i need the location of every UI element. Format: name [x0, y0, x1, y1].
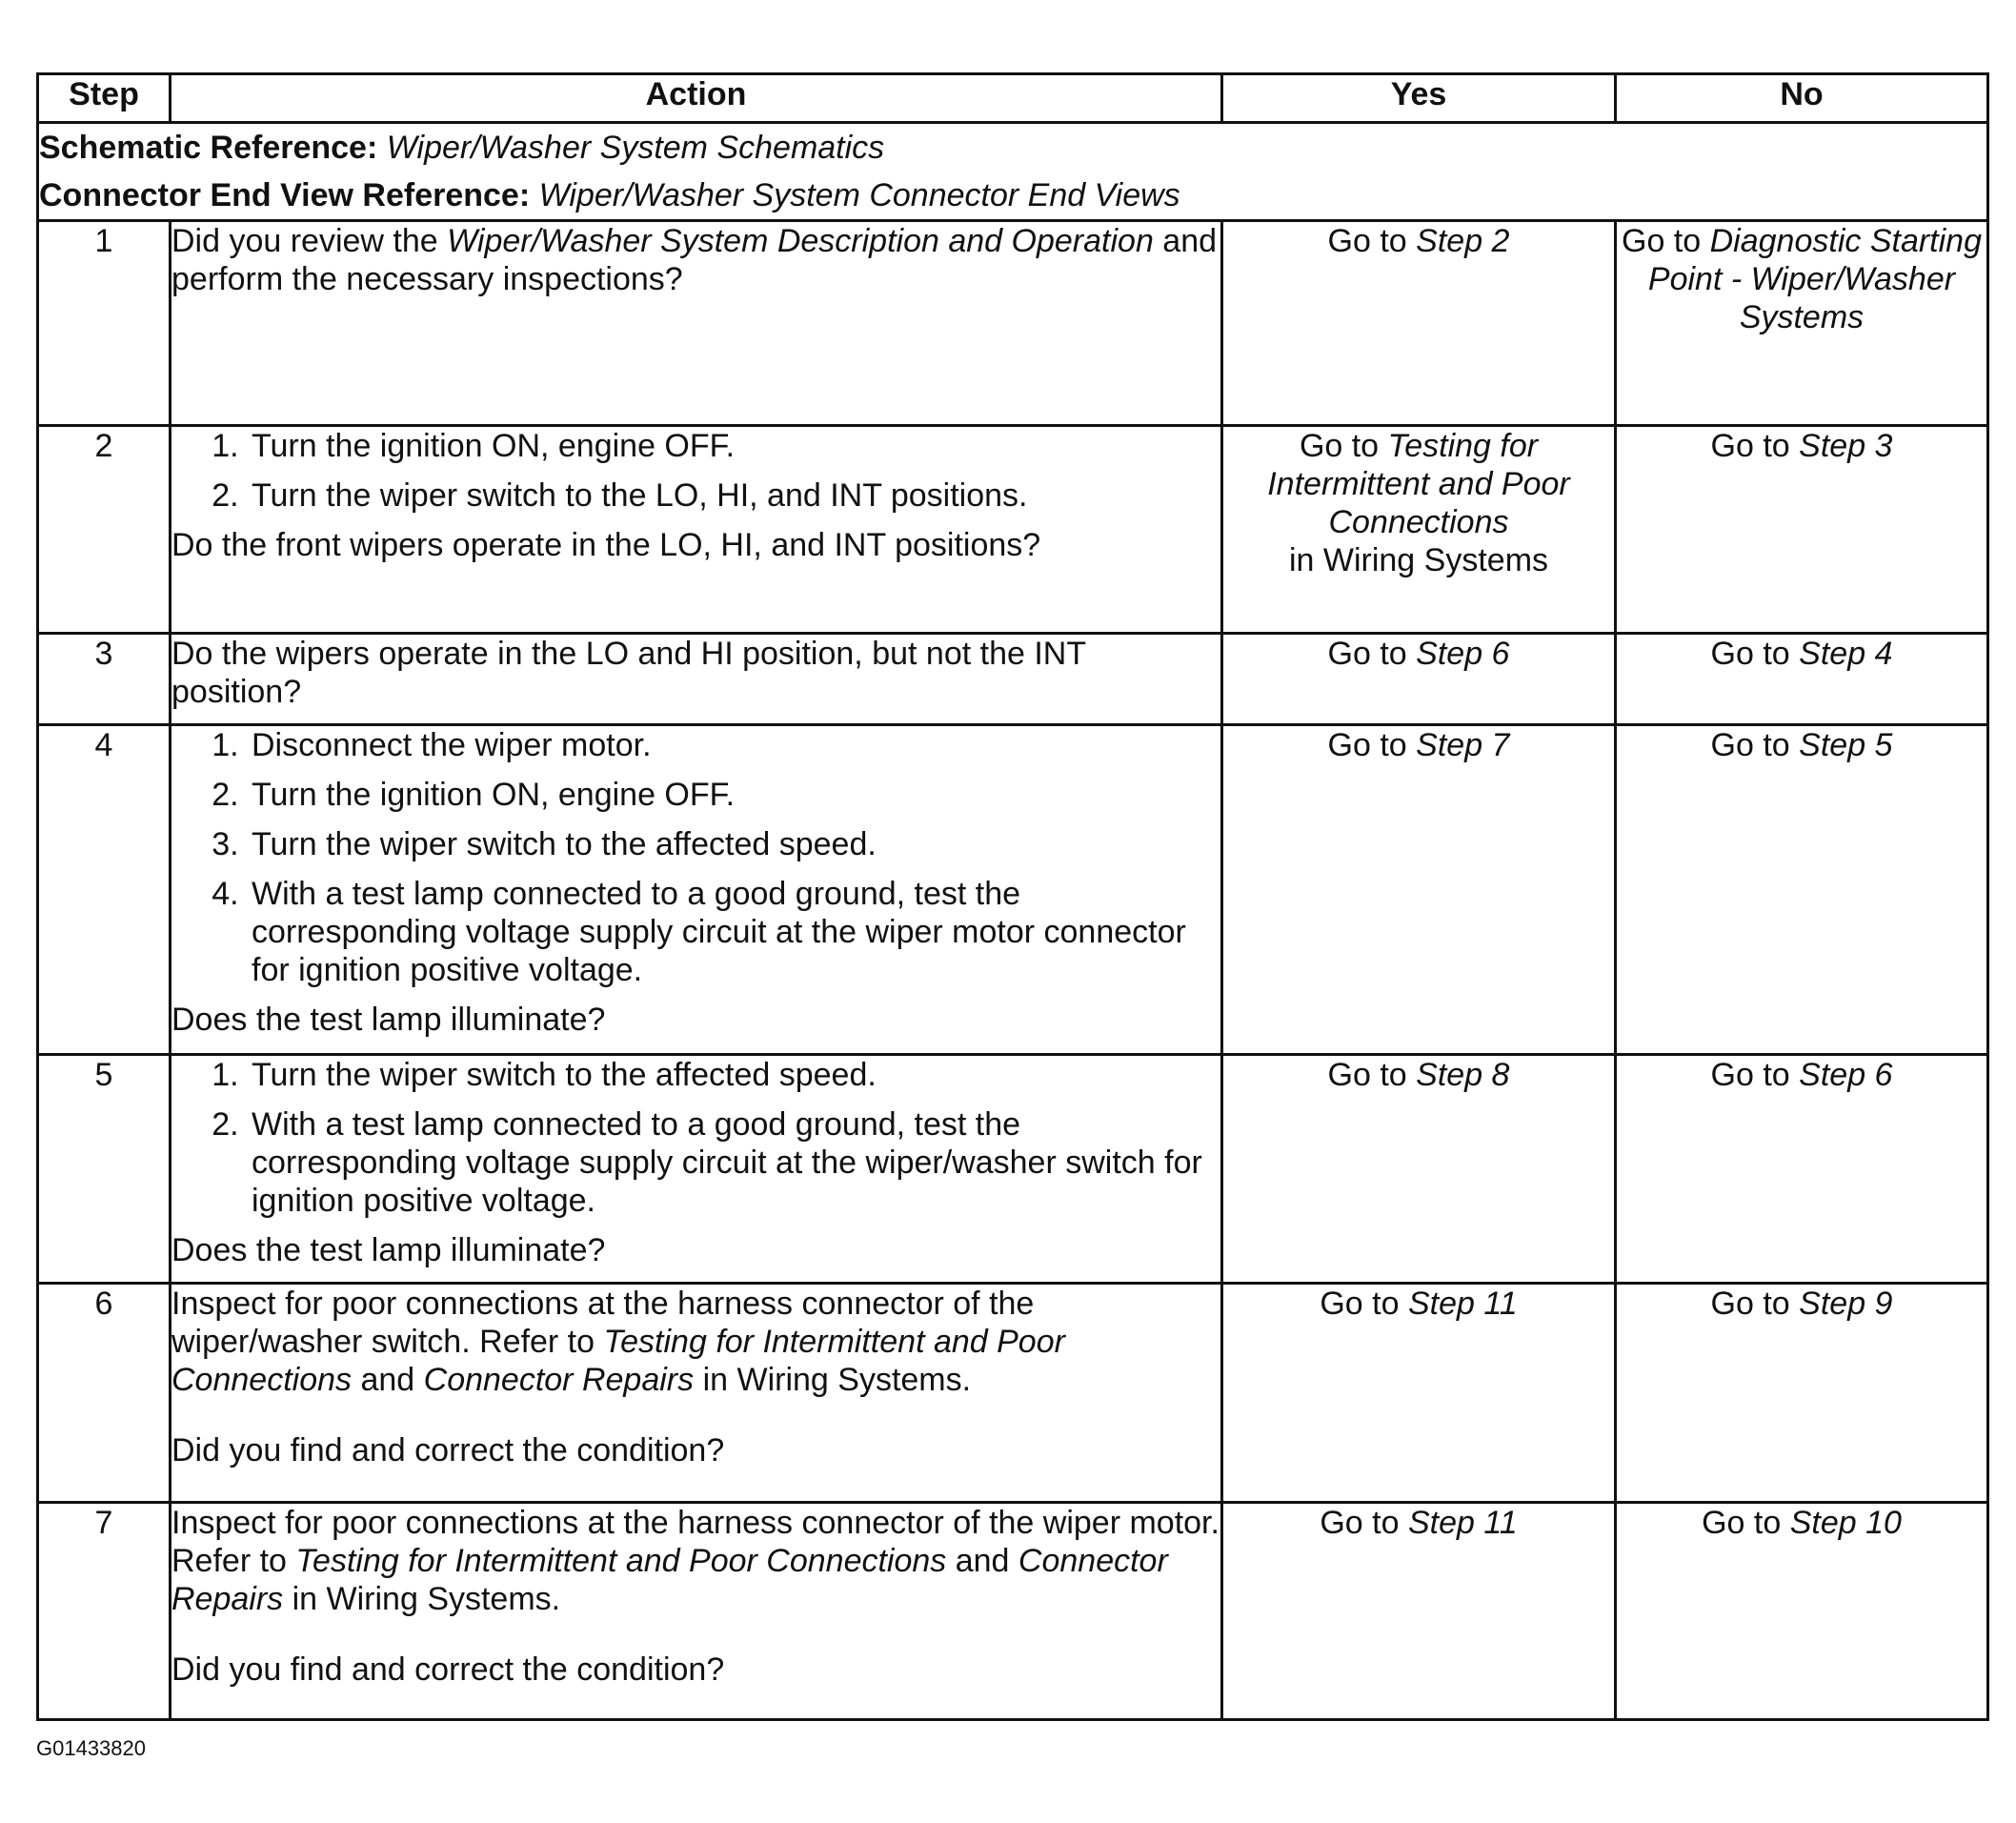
go-to-label: Go to [1702, 1505, 1782, 1541]
action-step: 2. Turn the wiper switch to the LO, HI, and INT positions. [248, 476, 1220, 515]
action-instruction [171, 1285, 1220, 1399]
action-instruction [171, 1504, 1220, 1618]
step-row-7 [38, 1503, 1988, 1720]
go-to-label: Go to [1327, 1057, 1407, 1093]
no-target-link[interactable]: Step 5 [1799, 727, 1893, 763]
action-steps [171, 1056, 1220, 1220]
action-step: 1. Turn the wiper switch to the affected speed. [248, 1056, 1220, 1094]
no-target-link[interactable]: Step 4 [1799, 636, 1893, 672]
no-target-link[interactable]: Diagnostic Starting Point - Wiper/Washer Systems [1647, 223, 1982, 335]
action-question: Did you find and correct the condition? [171, 1651, 725, 1688]
yes-target-link[interactable]: Step 7 [1416, 727, 1510, 763]
no-cell [1616, 1284, 1988, 1503]
no-cell [1616, 426, 1988, 634]
yes-target-link[interactable]: Step 8 [1416, 1057, 1510, 1093]
header-action: Action [171, 74, 1222, 123]
action-question: Does the test lamp illuminate? [171, 1232, 606, 1268]
go-to-label: Go to [1710, 636, 1790, 672]
step-number: 5 [38, 1055, 171, 1284]
no-cell [1616, 221, 1988, 426]
go-to-label: Go to [1299, 428, 1380, 464]
step-row-3 [38, 634, 1988, 725]
connector-reference-link[interactable]: Wiper/Washer System Connector End Views [538, 177, 1180, 213]
action-cell [171, 1055, 1222, 1284]
header-no: No [1616, 74, 1988, 123]
header-row [38, 74, 1988, 123]
action-question [171, 222, 1220, 298]
action-cell [171, 426, 1222, 634]
figure-id: G01433820 [36, 1736, 146, 1760]
yes-cell [1222, 426, 1616, 634]
question-text: and perform the necessary inspections? [171, 223, 1218, 297]
action-cell [171, 725, 1222, 1055]
instruction-text: and [352, 1362, 424, 1398]
schematic-reference [39, 124, 1986, 172]
header-step: Step [38, 74, 171, 123]
yes-target-link[interactable]: Step 11 [1407, 1505, 1518, 1541]
connector-reference [39, 172, 1986, 219]
go-to-label: Go to [1622, 223, 1702, 259]
question-text: Did you review the [171, 223, 448, 259]
step-number: 3 [38, 634, 171, 725]
schematic-reference-link[interactable]: Wiper/Washer System Schematics [386, 130, 885, 166]
no-cell [1616, 634, 1988, 725]
no-cell [1616, 1503, 1988, 1720]
action-question: Do the front wipers operate in the LO, HI, and INT positions? [171, 527, 1041, 563]
yes-target-link[interactable]: Step 6 [1416, 636, 1510, 672]
step-number: 6 [38, 1284, 171, 1503]
yes-target-link[interactable]: Step 2 [1416, 223, 1510, 259]
action-steps [171, 427, 1220, 515]
no-cell [1616, 725, 1988, 1055]
go-to-label: Go to [1320, 1286, 1400, 1322]
step-number: 1 [38, 221, 171, 426]
step-number: 2 [38, 426, 171, 634]
no-target-link[interactable]: Step 3 [1799, 428, 1893, 464]
action-step: 3. Turn the wiper switch to the affected speed. [248, 825, 1220, 863]
reference-row [38, 123, 1988, 221]
step-row-4 [38, 725, 1988, 1055]
go-to-label: Go to [1710, 1286, 1790, 1322]
yes-target-link[interactable]: Step 11 [1407, 1286, 1518, 1322]
instruction-text: in Wiring Systems. [694, 1362, 972, 1398]
action-steps [171, 726, 1220, 989]
connector-reference-label: Connector End View Reference: [39, 177, 531, 213]
step-number: 4 [38, 725, 171, 1055]
header-yes: Yes [1222, 74, 1616, 123]
action-step: 2. Turn the ignition ON, engine OFF. [248, 776, 1220, 814]
go-to-label: Go to [1710, 727, 1790, 763]
testing-link[interactable]: Testing for Intermittent and Poor Connections [171, 1324, 1065, 1398]
step-row-6 [38, 1284, 1988, 1503]
go-to-label: Go to [1320, 1505, 1400, 1541]
step-number: 7 [38, 1503, 171, 1720]
step-row-5 [38, 1055, 1988, 1284]
yes-cell [1222, 1055, 1616, 1284]
go-to-label: Go to [1327, 636, 1407, 672]
yes-cell [1222, 1503, 1616, 1720]
repairs-link[interactable]: Connector Repairs [171, 1543, 1168, 1617]
yes-target-suffix: in Wiring Systems [1288, 542, 1549, 578]
yes-cell [1222, 1284, 1616, 1503]
no-target-link[interactable]: Step 9 [1799, 1286, 1893, 1322]
no-target-link[interactable]: Step 6 [1799, 1057, 1893, 1093]
no-cell [1616, 1055, 1988, 1284]
instruction-text: Inspect for poor connections at the harness connector of the wiper/washer switch. Refer to [171, 1286, 1035, 1360]
schematic-reference-label: Schematic Reference: [39, 130, 378, 166]
no-target-link[interactable]: Step 10 [1789, 1505, 1902, 1541]
action-step: 4. With a test lamp connected to a good ground, test the corresponding voltage supply circuit at the wiper motor connector for ignition positive voltage. [248, 875, 1220, 989]
action-question: Do the wipers operate in the LO and HI position, but not the INT position? [171, 636, 1086, 710]
testing-link[interactable]: Testing for Intermittent and Poor Connections [295, 1543, 947, 1579]
instruction-text: in Wiring Systems. [283, 1581, 561, 1617]
instruction-text: and [946, 1543, 1018, 1579]
action-cell [171, 1284, 1222, 1503]
repairs-link[interactable]: Connector Repairs [423, 1362, 695, 1398]
action-cell [171, 1503, 1222, 1720]
action-step: 1. Turn the ignition ON, engine OFF. [248, 427, 1220, 465]
yes-target-link[interactable]: Testing for Intermittent and Poor Connections [1267, 428, 1570, 540]
yes-cell [1222, 221, 1616, 426]
instruction-text: Inspect for poor connections at the harness connector of the wiper motor. Refer to [171, 1505, 1220, 1579]
action-step: 2. With a test lamp connected to a good ground, test the corresponding voltage supply circuit at the wiper/washer switch for ignition positive voltage. [248, 1105, 1220, 1220]
go-to-label: Go to [1710, 1057, 1790, 1093]
reference-cell [38, 123, 1988, 221]
action-cell [171, 221, 1222, 426]
go-to-label: Go to [1327, 727, 1407, 763]
description-link[interactable]: Wiper/Washer System Description and Operation [447, 223, 1154, 259]
action-step: 1. Disconnect the wiper motor. [248, 726, 1220, 764]
diagnostic-table [36, 72, 1989, 1721]
go-to-label: Go to [1710, 428, 1790, 464]
step-row-2 [38, 426, 1988, 634]
action-question: Did you find and correct the condition? [171, 1432, 725, 1469]
yes-cell [1222, 634, 1616, 725]
yes-cell [1222, 725, 1616, 1055]
go-to-label: Go to [1327, 223, 1407, 259]
action-question: Does the test lamp illuminate? [171, 1002, 606, 1038]
action-cell [171, 634, 1222, 725]
step-row-1 [38, 221, 1988, 426]
